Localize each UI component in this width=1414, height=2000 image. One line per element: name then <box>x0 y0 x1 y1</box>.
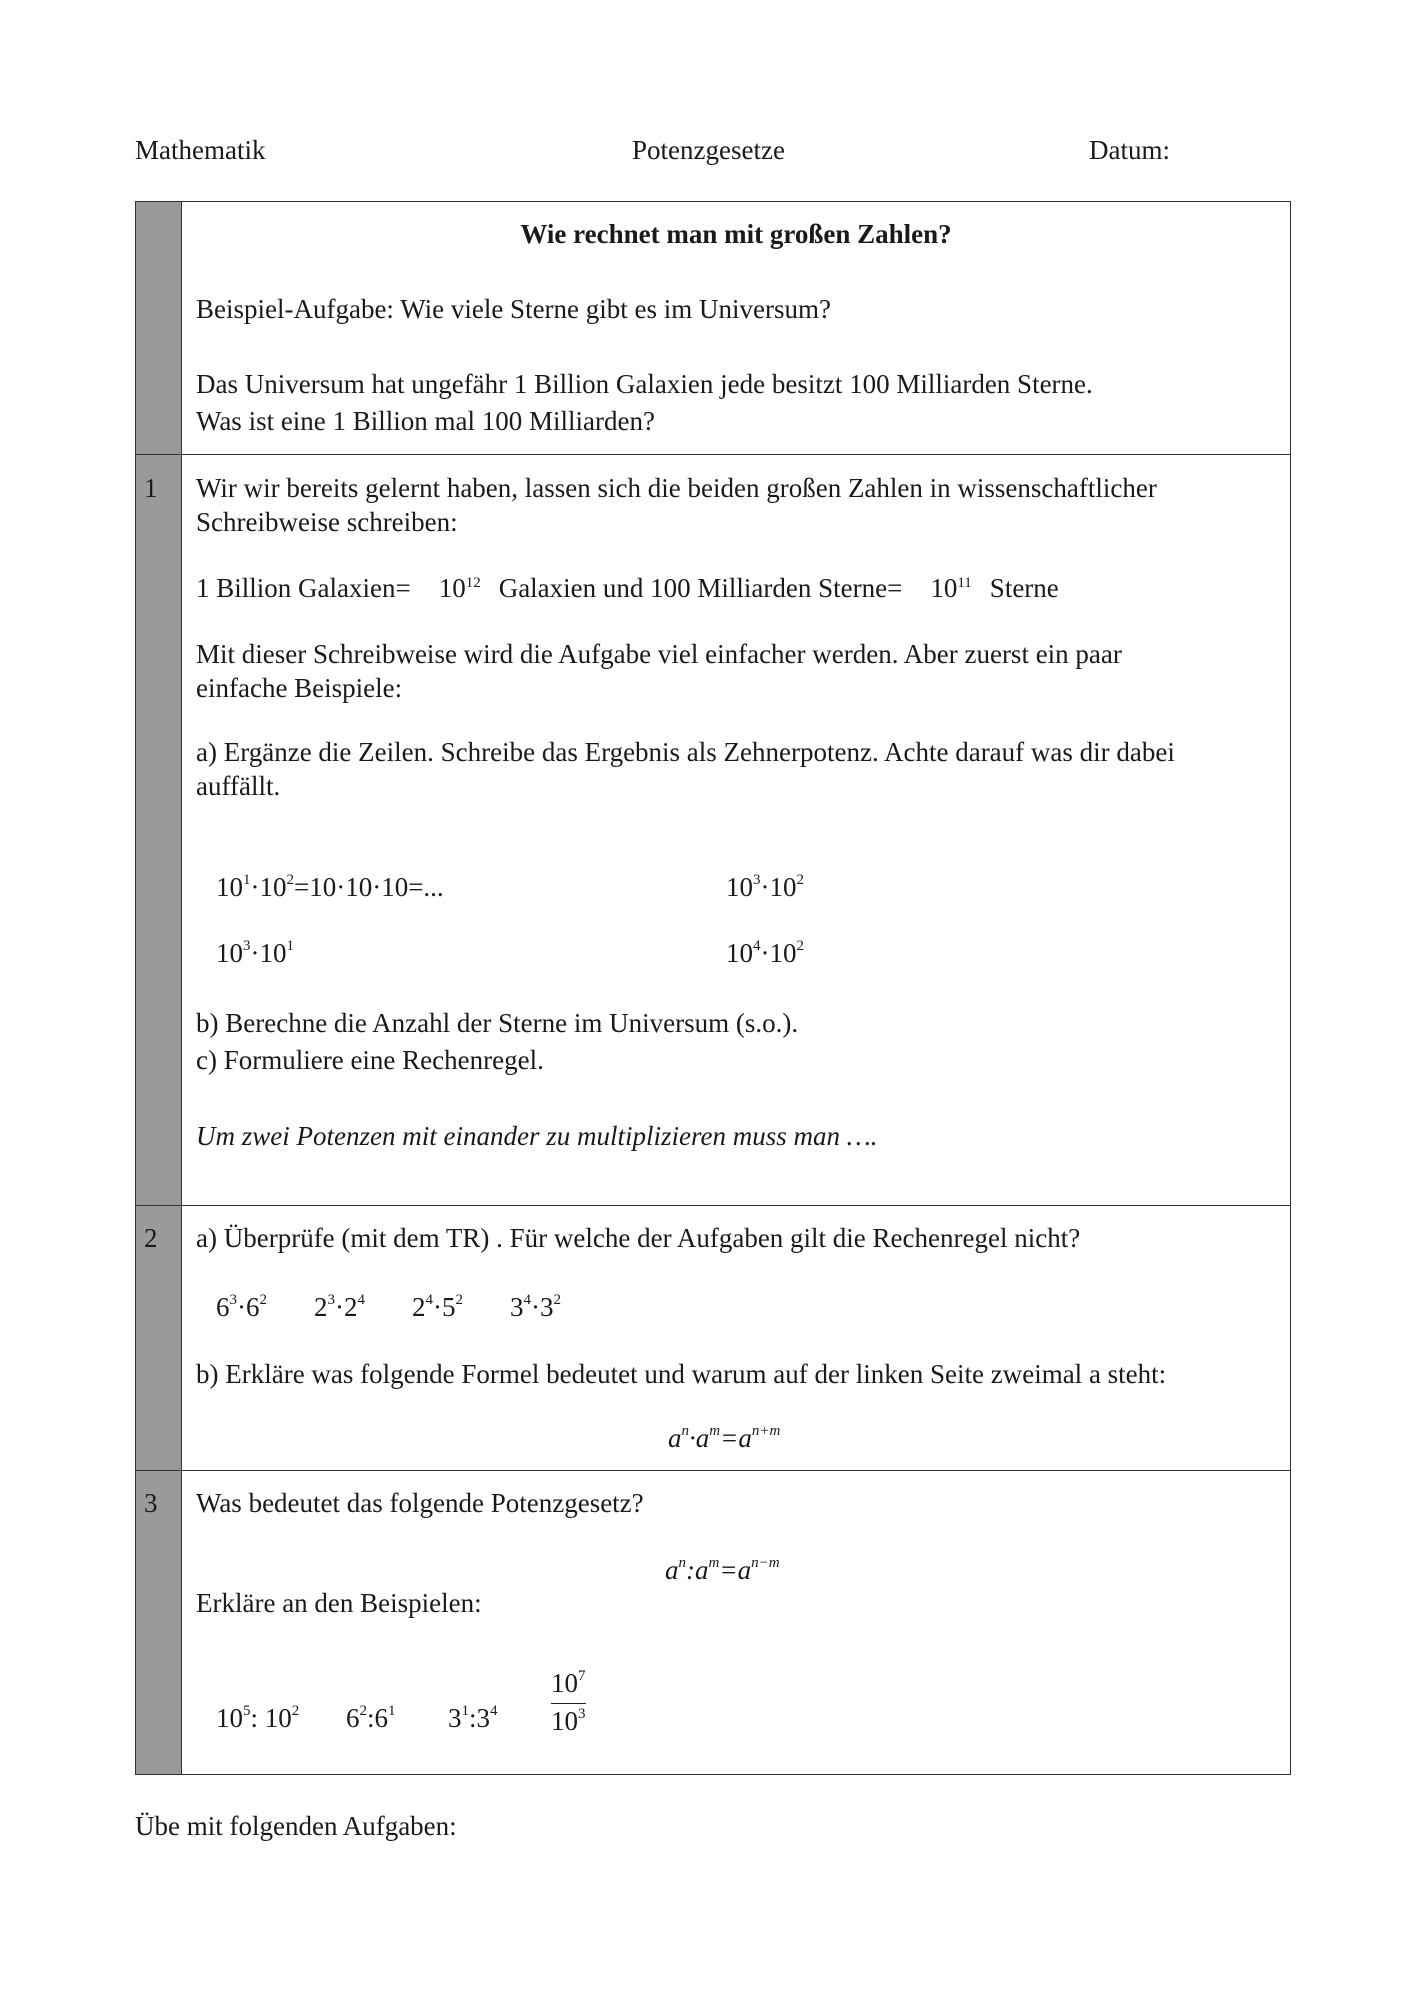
fraction-denominator: $10^3$ <box>551 1706 586 1736</box>
task-2b: b) Erkläre was folgende Formel bedeutet und warum auf der linken Seite zweimal a steht: <box>196 1359 1167 1389</box>
date-label: Datum: <box>1089 135 1170 165</box>
task-1a-line-2: auffällt. <box>196 771 281 801</box>
exercise-2a-4: $3^4\cdot 3^2$ <box>510 1292 561 1322</box>
fraction-bar <box>551 1703 586 1704</box>
eq-text-2: Galaxien und 100 Milliarden Sterne= <box>498 573 903 603</box>
row-divider <box>136 454 1290 455</box>
exercise-1a-4: $10^4\cdot 10^2$ <box>726 938 804 968</box>
intro-example: Beispiel-Aufgabe: Wie viele Sterne gibt es im Universum? <box>196 294 832 324</box>
exercise-2a-1: $6^3\cdot 6^2$ <box>216 1292 267 1322</box>
eq-base-1: 10 <box>438 573 466 603</box>
row-divider <box>136 1205 1290 1206</box>
row-divider <box>136 1470 1290 1471</box>
division-law-formula: $a^n:a^m=a^{n-m}$ <box>665 1555 780 1585</box>
exercise-1a-1: $10^1\cdot 10^2=10\cdot 10\cdot 10=$... <box>216 872 444 902</box>
task-1-intro-line-1: Wir wir bereits gelernt haben, lassen sich die beiden großen Zahlen in wissenschaftlicher <box>196 473 1157 503</box>
exercise-2a-2: $2^3\cdot 2^4$ <box>314 1292 365 1322</box>
exercise-1a-3: $10^3\cdot 10^1$ <box>216 938 294 968</box>
task-1c: c) Formuliere eine Rechenregel. <box>196 1045 544 1075</box>
task-1-para-line-1: Mit dieser Schreibweise wird die Aufgabe viel einfacher werden. Aber zuerst ein paar <box>196 639 1122 669</box>
practice-label: Übe mit folgenden Aufgaben: <box>135 1811 457 1841</box>
exercise-3-fraction <box>551 1670 586 1735</box>
topic-label: Potenzgesetze <box>632 135 785 165</box>
task-3-number: 3 <box>144 1488 158 1518</box>
eq-exp-1: 12 <box>465 575 481 591</box>
task-2a: a) Überprüfe (mit dem TR) . Für welche der Aufgaben gilt die Rechenregel nicht? <box>196 1223 1081 1253</box>
fraction-numerator: $10^7$ <box>551 1668 586 1698</box>
task-1-equation <box>196 572 1059 604</box>
exercise-1a-2: $10^3\cdot 10^2$ <box>726 872 804 902</box>
row-number-column <box>136 202 182 1774</box>
task-1-intro-line-2: Schreibweise schreiben: <box>196 507 458 537</box>
exercise-3-1: $10^5$: $10^2$ <box>216 1703 300 1733</box>
task-1b: b) Berechne die Anzahl der Sterne im Universum (s.o.). <box>196 1008 799 1038</box>
exercise-3-3: $3^1:3^4$ <box>448 1703 498 1733</box>
task-1-para-line-2: einfache Beispiele: <box>196 673 403 703</box>
eq-base-2: 10 <box>930 573 958 603</box>
eq-text-1: 1 Billion Galaxien= <box>196 573 411 603</box>
task-3-question: Was bedeutet das folgende Potenzgesetz? <box>196 1488 644 1518</box>
intro-title: Wie rechnet man mit großen Zahlen? <box>520 219 952 249</box>
task-1a-line-1: a) Ergänze die Zeilen. Schreibe das Ergebnis als Zehnerpotenz. Achte darauf was dir dabei <box>196 737 1175 767</box>
exercise-2a-3: $2^4\cdot 5^2$ <box>412 1292 463 1322</box>
exercise-3-2: $6^2:6^1$ <box>346 1703 396 1733</box>
eq-exp-2: 11 <box>957 575 972 591</box>
worksheet-table <box>135 201 1291 1775</box>
exercise-1a-1-tail: =10·10·10=... <box>294 872 444 902</box>
eq-text-3: Sterne <box>989 573 1059 603</box>
multiplication-law-formula: $a^n\cdot a^m=a^{n+m}$ <box>668 1423 781 1453</box>
subject-label: Mathematik <box>135 135 266 165</box>
intro-line-1: Das Universum hat ungefähr 1 Billion Galaxien jede besitzt 100 Milliarden Sterne. <box>196 369 1093 399</box>
task-2-number: 2 <box>144 1223 158 1253</box>
task-1-rule-prompt: Um zwei Potenzen mit einander zu multiplizieren muss man …. <box>196 1121 878 1151</box>
task-1-number: 1 <box>144 473 158 503</box>
task-3-explain: Erkläre an den Beispielen: <box>196 1588 482 1618</box>
intro-line-2: Was ist eine 1 Billion mal 100 Milliarden? <box>196 406 655 436</box>
